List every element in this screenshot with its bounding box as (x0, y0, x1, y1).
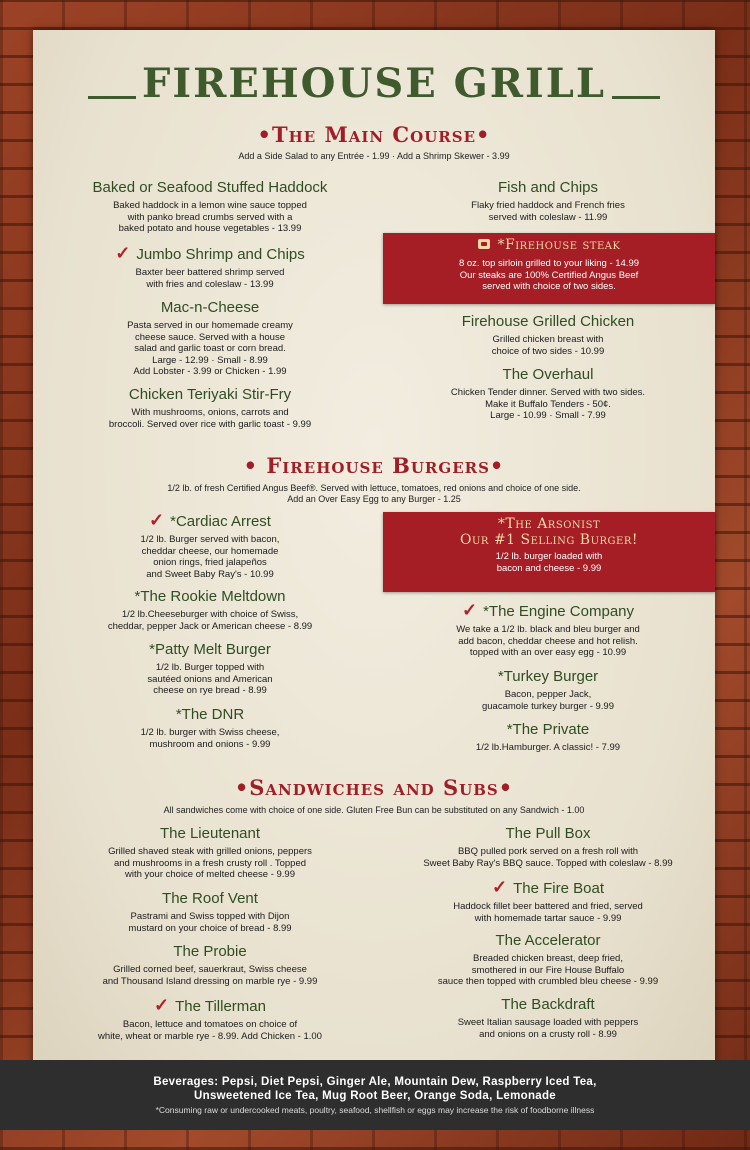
feature-desc: 1/2 lb. burger loaded with bacon and cheese - 9.99 (495, 551, 603, 574)
menu-paper (33, 30, 715, 1070)
menu-item (35, 179, 385, 235)
menu-item (385, 721, 711, 754)
item-desc: Pasta served in our homemade creamy cheese sauce. Served with a house salad and garlic toast or corn bread. Large - 12.99 · Small - 8.99 Add Lobster - 3.99 or Chicken - 1.99 (127, 320, 293, 377)
menu-item (385, 878, 711, 924)
item-name: *Cardiac Arrest (170, 513, 271, 530)
sandwiches-subheading: All sandwiches come with choice of one side. Gluten Free Bun can be substituted on any Sandwich - 1.00 (163, 805, 585, 815)
burgers-subheading: 1/2 lb. of fresh Certified Angus Beef®. Served with lettuce, tomatoes, red onions and choice of one side. Add an Over Easy Egg to any Burger - 1.25 (167, 483, 581, 504)
item-desc: Sweet Italian sausage loaded with peppers and onions on a crusty roll - 8.99 (457, 1017, 639, 1040)
menu-item (35, 825, 385, 881)
menu-item (385, 313, 711, 357)
menu-item (385, 179, 711, 223)
item-desc: We take a 1/2 lb. black and bleu burger and add bacon, cheddar cheese and hot relish. topped with an over easy egg - 10.99 (456, 624, 640, 658)
item-name: Firehouse Grilled Chicken (461, 313, 635, 330)
item-name: Mac-n-Cheese (160, 299, 260, 316)
item-name: The Fire Boat (513, 880, 604, 897)
menu-item (35, 386, 385, 430)
item-desc: Haddock fillet beer battered and fried, served with homemade tartar sauce - 9.99 (453, 901, 643, 924)
menu-item (35, 706, 385, 750)
item-name: Fish and Chips (497, 179, 599, 196)
main-course-heading: •The Main Course• (257, 122, 491, 147)
item-name: *The DNR (175, 706, 245, 723)
item-desc: 1/2 lb. Burger topped with sautéed onions and American cheese on rye bread - 8.99 (147, 662, 273, 696)
burgers-heading: • Firehouse Burgers• (243, 453, 505, 478)
menu-item (35, 588, 385, 632)
item-name: The Pull Box (505, 825, 591, 842)
grill-icon (478, 239, 490, 249)
menu-item (385, 932, 711, 988)
feature-box-arsonist (383, 512, 715, 592)
item-desc: Grilled shaved steak with grilled onions, peppers and mushrooms in a fresh crusty roll . Topped with your choice of melted cheese - 9.99 (108, 846, 312, 880)
item-desc: BBQ pulled pork served on a fresh roll with Sweet Baby Ray's BBQ sauce. Topped with coleslaw - 8.99 (423, 846, 673, 869)
checkmark-icon: ✓ (492, 877, 508, 897)
menu-item (35, 890, 385, 934)
item-name-row (35, 244, 385, 264)
beverages-footer (0, 1060, 750, 1130)
menu-item (35, 299, 385, 378)
item-name: The Accelerator (495, 932, 601, 949)
item-name: Jumbo Shrimp and Chips (136, 246, 305, 263)
item-name: *The Engine Company (483, 603, 635, 620)
feature-name: *Firehouse steak (497, 237, 621, 253)
item-name: Baked or Seafood Stuffed Haddock (92, 179, 328, 196)
item-name: *Patty Melt Burger (149, 641, 271, 658)
main-course-subheading: Add a Side Salad to any Entrée - 1.99 · Add a Shrimp Skewer - 3.99 (238, 151, 510, 161)
beverages-list: Beverages: Pepsi, Diet Pepsi, Ginger Ale, Mountain Dew, Raspberry Iced Tea, Unsweetened Ice Tea, Mug Root Beer, Orange Soda, Lemonade (153, 1076, 597, 1102)
item-desc: Baxter beer battered shrimp served with fries and coleslaw - 13.99 (135, 267, 285, 290)
item-desc: Grilled chicken breast with choice of two sides - 10.99 (491, 334, 605, 357)
title-rule-right (612, 96, 660, 99)
menu-item (385, 825, 711, 869)
feature-box-steak (383, 233, 715, 304)
feature-desc: 8 oz. top sirloin grilled to your liking - 14.99 Our steaks are 100% Certified Angus Beef served with choice of two sides. (458, 258, 640, 292)
menu-item (385, 366, 711, 422)
menu-item (385, 668, 711, 712)
item-desc: Bacon, lettuce and tomatoes on choice of white, wheat or marble rye - 8.99. Add Chicken - 1.00 (98, 1019, 322, 1042)
item-desc: Baked haddock in a lemon wine sauce topped with panko bread crumbs served with a baked potato and house vegetables - 13.99 (113, 200, 307, 234)
item-name-row (385, 601, 711, 621)
item-name: *The Rookie Meltdown (134, 588, 286, 605)
item-name-row (35, 996, 385, 1016)
item-desc: Pastrami and Swiss topped with Dijon mustard on your choice of bread - 8.99 (128, 911, 292, 934)
item-name: The Overhaul (502, 366, 594, 383)
item-name-row (385, 878, 711, 898)
menu-item (385, 996, 711, 1040)
item-name: *Turkey Burger (497, 668, 599, 685)
item-name: *The Private (506, 721, 590, 738)
item-name: The Backdraft (501, 996, 595, 1013)
checkmark-icon: ✓ (461, 600, 478, 620)
title-text: FIREHOUSE GRILL (141, 60, 607, 107)
item-name: Chicken Teriyaki Stir-Fry (128, 386, 292, 403)
menu-item (35, 244, 385, 290)
menu-item (35, 996, 385, 1042)
item-desc: With mushrooms, onions, carrots and broccoli. Served over rice with garlic toast - 9.99 (108, 407, 312, 430)
item-name: The Lieutenant (159, 825, 261, 842)
item-desc: Bacon, pepper Jack, guacamole turkey burger - 9.99 (481, 689, 615, 712)
item-name: The Tillerman (175, 998, 266, 1015)
feature-name-line2: Our #1 Selling Burger! (460, 532, 638, 548)
item-name: The Probie (173, 943, 247, 960)
item-desc: Chicken Tender dinner. Served with two sides. Make it Buffalo Tenders - 50¢. Large - 10.99 · Small - 7.99 (450, 387, 646, 421)
item-desc: 1/2 lb. burger with Swiss cheese, mushroom and onions - 9.99 (140, 727, 280, 750)
checkmark-icon: ✓ (154, 995, 170, 1015)
item-desc: Breaded chicken breast, deep fried, smothered in our Fire House Buffalo sauce then topped with crumbled bleu cheese - 9.99 (437, 953, 659, 987)
menu-item (385, 601, 711, 659)
item-desc: Flaky fried haddock and French fries served with coleslaw - 11.99 (471, 200, 625, 223)
feature-name-line1: *The Arsonist (497, 516, 601, 532)
menu-title (33, 60, 715, 107)
item-desc: 1/2 lb.Hamburger. A classic! - 7.99 (475, 742, 621, 753)
item-desc: 1/2 lb.Cheeseburger with choice of Swiss, cheddar, pepper Jack or American cheese - 8.99 (107, 609, 313, 632)
checkmark-icon: ✓ (149, 510, 165, 530)
checkmark-icon: ✓ (115, 243, 131, 263)
menu-item (35, 511, 385, 580)
menu-item (35, 641, 385, 697)
title-rule-left (88, 96, 136, 99)
menu-item (35, 943, 385, 987)
disclaimer: *Consuming raw or undercooked meats, poultry, seafood, shellfish or eggs may increase the risk of foodborne illness (155, 1105, 595, 1115)
item-name-row (35, 511, 385, 531)
item-desc: Grilled corned beef, sauerkraut, Swiss cheese and Thousand Island dressing on marble rye - 9.99 (102, 964, 318, 987)
item-name: The Roof Vent (162, 890, 258, 907)
feature-head-row (383, 233, 715, 253)
item-desc: 1/2 lb. Burger served with bacon, cheddar cheese, our homemade onion rings, fried jalapeños and Sweet Baby Ray's - 10.99 (140, 534, 280, 580)
sandwiches-heading: •Sandwiches and Subs• (234, 775, 514, 800)
